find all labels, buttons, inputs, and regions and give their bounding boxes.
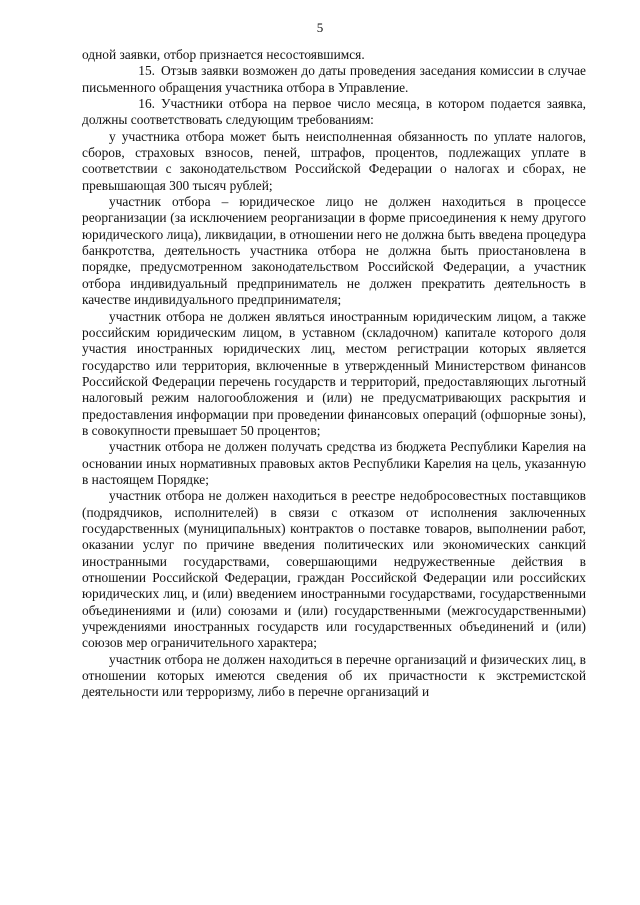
paragraph-text: Участники отбора на первое число месяца, в котором подается заявка, должны соответствовать следующим требованиям: bbox=[82, 96, 586, 128]
requirement-tax-debt bbox=[82, 129, 586, 194]
requirement-not-foreign-entity bbox=[82, 309, 586, 440]
paragraph-text: участник отбора не должен являться иностранным юридическим лицом, а также российским юридическим лицом, в уставном (складочном) капитале которого доля участия иностранных юридических лиц, местом регистрации которых является государство или территория, включенные в утвержденный Министерством финансов Российской Федерации перечень государств и территорий, предоставляющих льготный налоговый режим налогообложения и (или) не предусматривающих раскрытия и предоставления информации при проведении финансовых операций (офшорные зоны), в совокупности превышает 50 процентов; bbox=[82, 308, 586, 438]
requirement-no-reorganization bbox=[82, 194, 586, 308]
paragraph-text: Отзыв заявки возможен до даты проведения заседания комиссии в случае письменного обращения участника отбора в Управление. bbox=[82, 63, 586, 95]
paragraph-text: участник отбора не должен находиться в реестре недобросовестных поставщиков (подрядчиков, исполнителей) в связи с отказом от исполнения заключенных государственных (муниципальных) контрактов о поставке товаров, выполнении работ, оказании услуг по причине введения политических или экономических санкций иностранными государствами, совершающими недружественные действия в отношении Российской Федерации, граждан Российской Федерации или российских юридических лиц, и (или) введением иностранными государствами, государственными объединениями и (или) союзами и (или) государственными (межгосударственными) учреждениями иностранных государств или государственных объединений и (или) союзов мер ограничительного характера; bbox=[82, 488, 586, 651]
item-number: 16. bbox=[138, 96, 155, 112]
page-number: 5 bbox=[316, 20, 324, 35]
paragraph-item-16 bbox=[82, 96, 586, 129]
paragraph-text: у участника отбора может быть неисполненная обязанность по уплате налогов, сборов, страховых взносов, пеней, штрафов, процентов, подлежащих уплате в соответствии с законодательством Российской Федерации о налогах и сборах, не превышающая 300 тысяч рублей; bbox=[82, 128, 586, 193]
paragraph-text: одной заявки, отбор признается несостоявшимся. bbox=[82, 47, 365, 62]
item-number: 15. bbox=[138, 63, 155, 79]
requirement-not-in-extremist-list bbox=[82, 652, 586, 701]
requirement-not-in-unfair-suppliers-registry bbox=[82, 488, 586, 651]
document-body bbox=[82, 47, 586, 701]
paragraph-text: участник отбора не должен находиться в перечне организаций и физических лиц, в отношении которых имеются сведения об их причастности к экстремистской деятельности или терроризму, либо в перечне организаций и bbox=[82, 651, 586, 700]
paragraph-item-15 bbox=[82, 63, 586, 96]
paragraph-text: участник отбора – юридическое лицо не должен находиться в процессе реорганизации (за исключением реорганизации в форме присоединения к нему другого юридического лица), ликвидации, в отношении него не должна быть введена процедура банкротства, деятельность участника отбора не должна быть приостановлена в порядке, предусмотренном законодательством Российской Федерации, а участник отбора индивидуальный предприниматель не должен прекратить деятельность в качестве индивидуального предпринимателя; bbox=[82, 194, 586, 308]
paragraph-text: участник отбора не должен получать средства из бюджета Республики Карелия на основании иных нормативных правовых актов Республики Карелия на цель, указанную в настоящем Порядке; bbox=[82, 439, 586, 487]
paragraph-continuation bbox=[82, 47, 586, 63]
requirement-no-other-budget-funds bbox=[82, 439, 586, 488]
